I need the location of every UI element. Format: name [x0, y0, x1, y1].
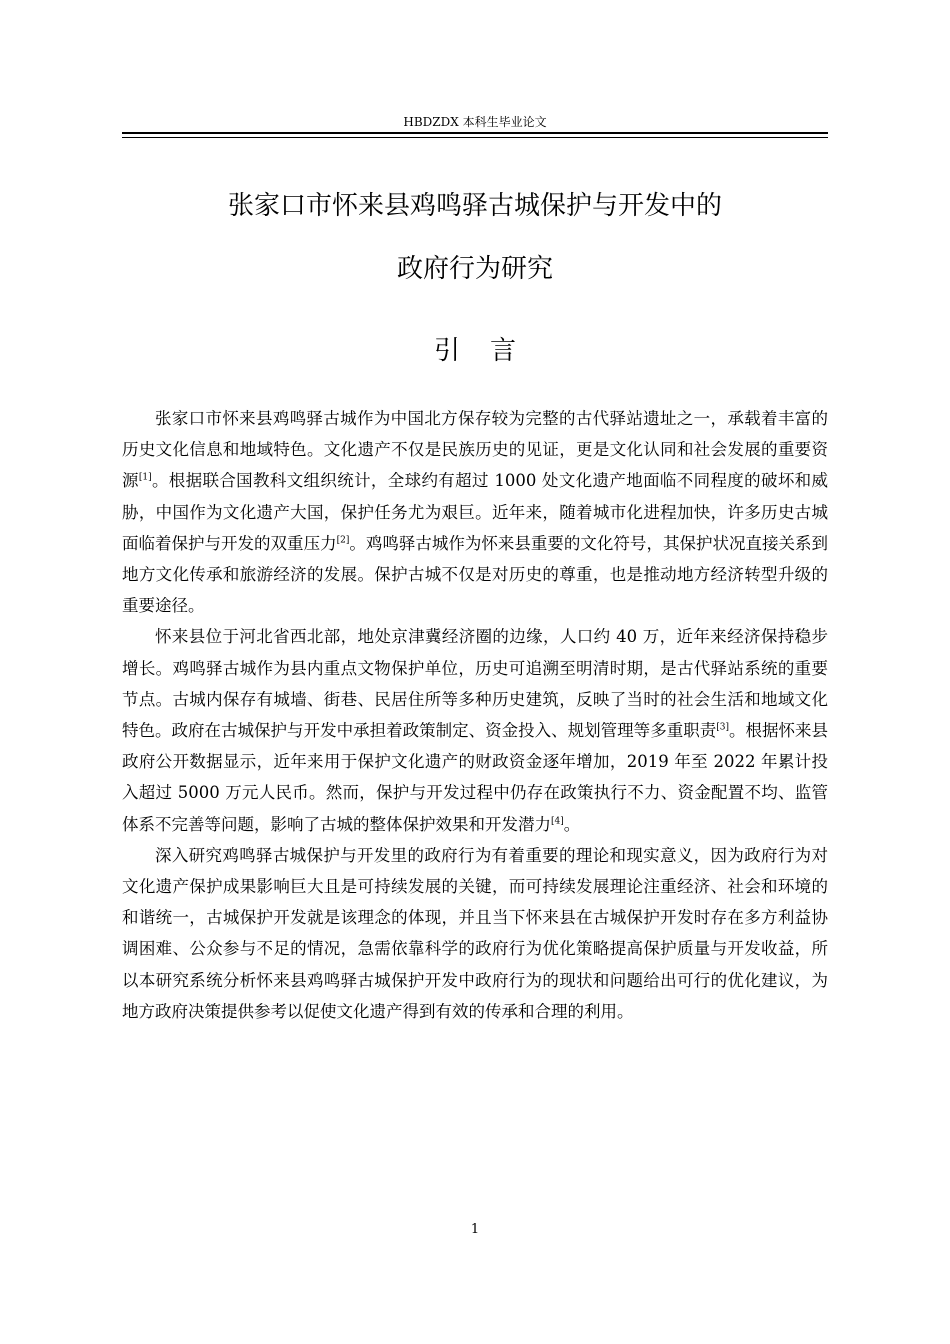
paragraph-1-text-c: 。鸡鸣驿古城作为怀来县重要的文化符号，其保护状况直接关系到地方文化传承和旅游经济的发展。保护古城不仅是对历史的尊重，也是推动地方经济转型升级的重要途径。 — [122, 533, 829, 616]
paragraph-1-text-a: 张家口市怀来县鸡鸣驿古城作为中国北方保存较为完整的古代驿站遗址之一，承载着丰富的历史文化信息和地域特色。文化遗产不仅是民族历史的见证，更是文化认同和社会发展的重要资源 — [122, 409, 828, 491]
section-heading: 引言 — [433, 336, 546, 366]
paragraph-2-text-b: 。根据怀来县政府公开数据显示，近年来用于保护文化遗产的财政资金逐年增加，2019 年至 2022 年累计投入超过 5000 万元人民币。然而，保护与开发过程中仍存在政策执行不力、资金配置不均、监管体系不完善等问题，影响了古城的整体保护效果和开发潜力 — [122, 721, 829, 834]
paragraph-2 — [122, 621, 828, 839]
paragraph-1 — [122, 403, 828, 621]
header-rule-thick — [122, 132, 828, 134]
citation-1: [1] — [138, 472, 152, 483]
paragraph-2-text-a: 怀来县位于河北省西北部，地处京津冀经济圈的边缘，人口约 40 万，近年来经济保持稳步增长。鸡鸣驿古城作为县内重点文物保护单位，历史可追溯至明清时期，是古代驿站系统的重要节点。古城内保存有城墙、街巷、民居住所等多种历史建筑，反映了当时的社会生活和地域文化特色。政府在古城保护与开发中承担着政策制定、资金投入、规划管理等多重职责 — [122, 627, 828, 741]
paragraph-1-text-b: 。根据联合国教科文组织统计，全球约有超过 1000 处文化遗产地面临不同程度的破坏和威胁，中国作为文化遗产大国，保护任务尤为艰巨。近年来，随着城市化进程加快，许多历史古城面临着保护与开发的双重压力 — [122, 471, 829, 553]
header-rule-thin — [122, 137, 828, 138]
running-header: HBDZDX 本科生毕业论文 — [403, 115, 547, 129]
citation-4: [4] — [551, 816, 564, 827]
paragraph-3-text: 深入研究鸡鸣驿古城保护与开发里的政府行为有着重要的理论和现实意义，因为政府行为对文化遗产保护成果影响巨大且是可持续发展的关键，而可持续发展理论注重经济、社会和环境的和谐统一，古城保护开发就是该理念的体现，并且当下怀来县在古城保护开发时存在多方利益协调困难、公众参与不足的情况，急需依靠科学的政府行为优化策略提高保护质量与开发收益，所以本研究系统分析怀来县鸡鸣驿古城保护开发中政府行为的现状和问题给出可行的优化建议，为地方政府决策提供参考以促使文化遗产得到有效的传承和合理的利用。 — [122, 845, 828, 1021]
paper-title-line-2: 政府行为研究 — [396, 254, 553, 284]
body-text — [122, 403, 828, 1027]
page-number: 1 — [470, 1222, 480, 1237]
paragraph-2-text-c: 。 — [563, 814, 581, 834]
citation-2: [2] — [336, 535, 350, 546]
paragraph-3 — [122, 840, 828, 1027]
paper-title-line-1: 张家口市怀来县鸡鸣驿古城保护与开发中的 — [227, 191, 722, 221]
citation-3: [3] — [716, 722, 729, 733]
